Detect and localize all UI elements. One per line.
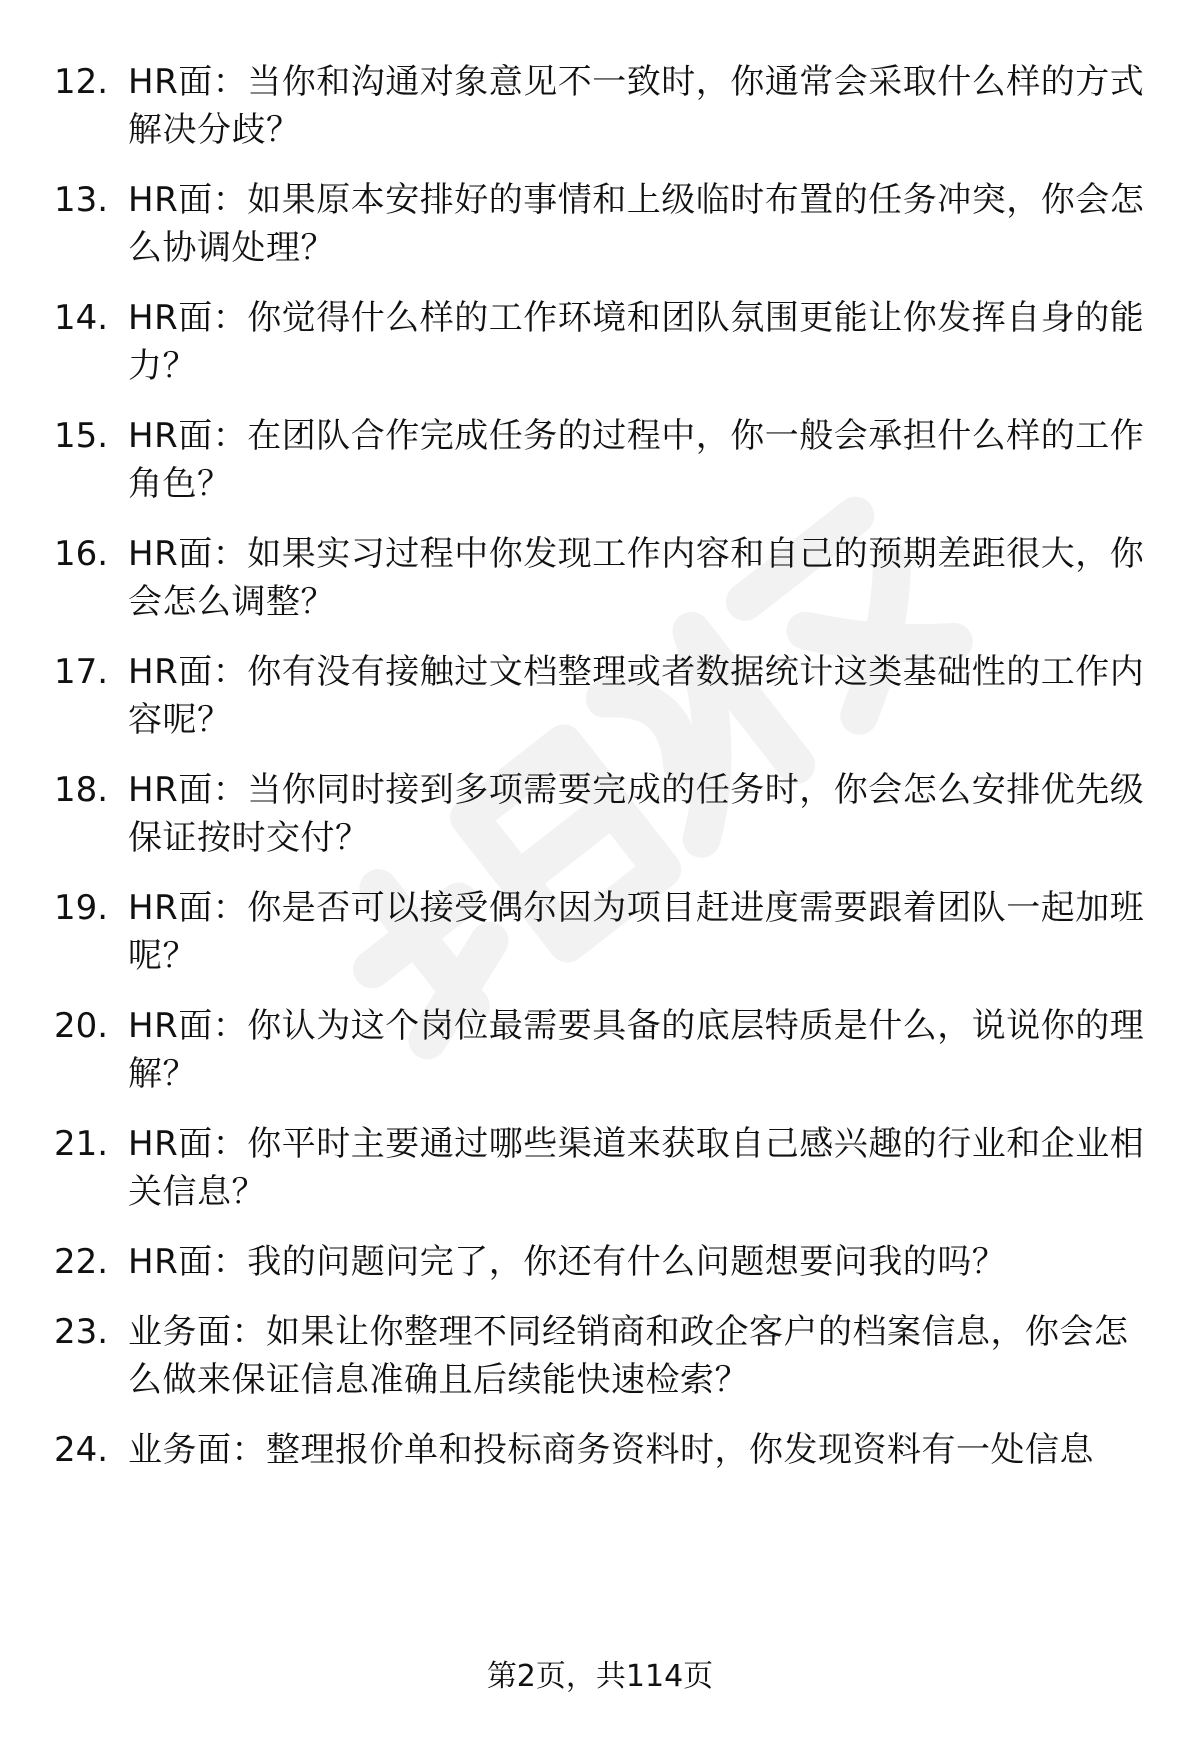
question-text: HR面：你平时主要通过哪些渠道来获取自己感兴趣的行业和企业相关信息？: [128, 1124, 1145, 1212]
question-number: 15.: [54, 416, 109, 456]
question-number: 18.: [54, 770, 109, 810]
question-number: 22.: [54, 1242, 109, 1282]
question-text: HR面：当你和沟通对象意见不一致时，你通常会采取什么样的方式解决分歧？: [128, 62, 1145, 150]
page-footer: 第2页，共114页: [486, 1659, 714, 1694]
question-text: HR面：你是否可以接受偶尔因为项目赶进度需要跟着团队一起加班呢？: [128, 888, 1145, 976]
question-number: 14.: [54, 298, 109, 338]
question-text: HR面：你觉得什么样的工作环境和团队氛围更能让你发挥自身的能力？: [128, 298, 1145, 386]
question-number: 23.: [54, 1312, 109, 1352]
question-text: 业务面：如果让你整理不同经销商和政企客户的档案信息，你会怎么做来保证信息准确且后续能快速检索？: [128, 1312, 1129, 1400]
question-text: HR面：如果原本安排好的事情和上级临时布置的任务冲突，你会怎么协调处理？: [128, 180, 1145, 268]
question-number: 16.: [54, 534, 109, 574]
question-text: HR面：当你同时接到多项需要完成的任务时，你会怎么安排优先级保证按时交付？: [128, 770, 1145, 858]
question-text: HR面：你有没有接触过文档整理或者数据统计这类基础性的工作内容呢？: [128, 652, 1145, 740]
question-number: 17.: [54, 652, 109, 692]
question-text: HR面：在团队合作完成任务的过程中，你一般会承担什么样的工作角色？: [128, 416, 1145, 504]
question-text: HR面：如果实习过程中你发现工作内容和自己的预期差距很大，你会怎么调整？: [128, 534, 1145, 622]
question-text: HR面：你认为这个岗位最需要具备的底层特质是什么，说说你的理解？: [128, 1006, 1145, 1094]
question-number: 21.: [54, 1124, 109, 1164]
question-text: HR面：我的问题问完了，你还有什么问题想要问我的吗？: [128, 1242, 1007, 1282]
question-number: 19.: [54, 888, 109, 928]
question-number: 24.: [54, 1430, 109, 1470]
question-number: 13.: [54, 180, 109, 220]
question-number: 12.: [54, 62, 109, 102]
question-number: 20.: [54, 1006, 109, 1046]
question-text: 业务面：整理报价单和投标商务资料时，你发现资料有一处信息: [128, 1430, 1094, 1470]
